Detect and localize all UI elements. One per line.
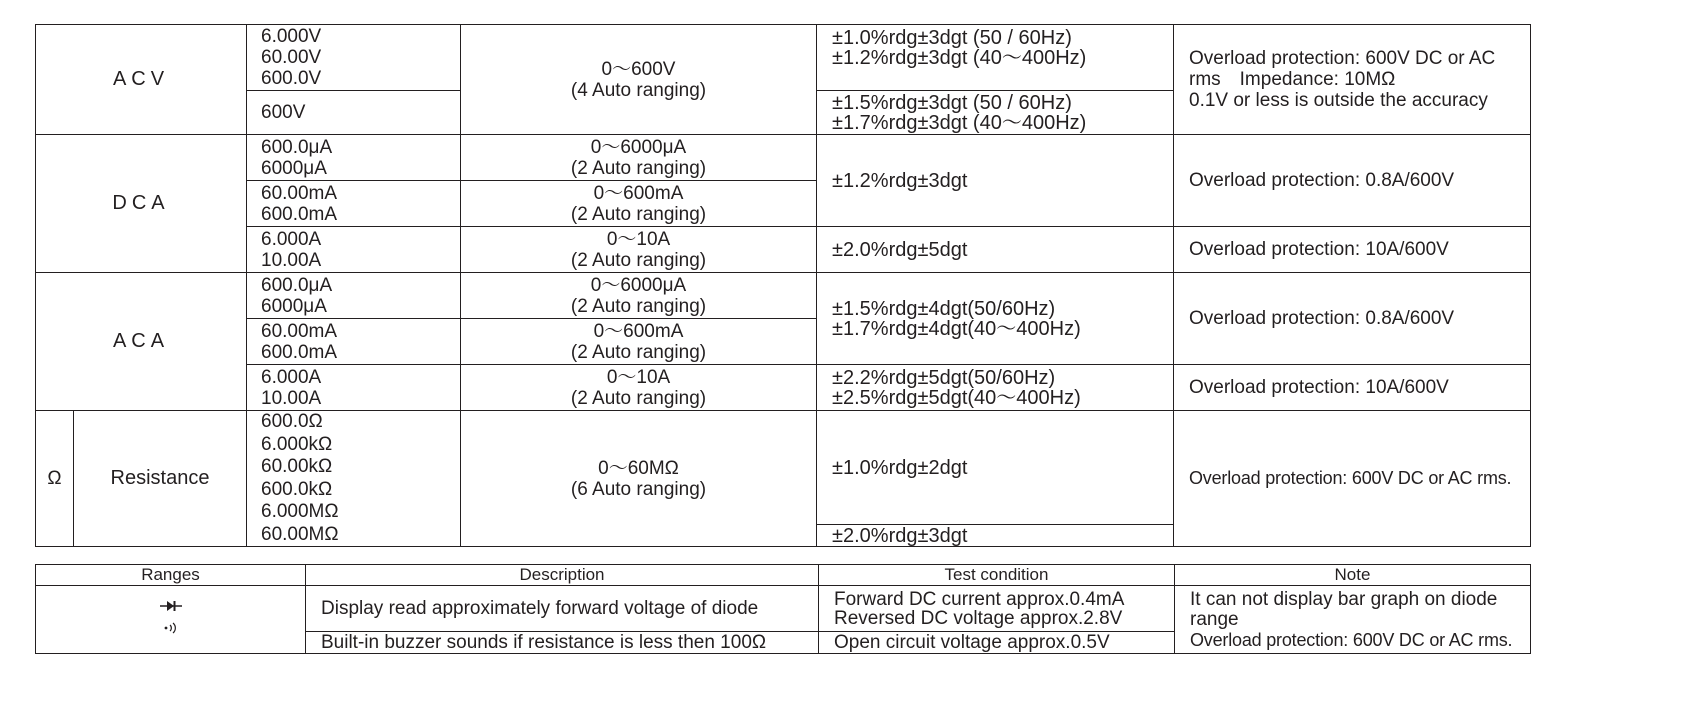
diode-icon: [160, 599, 182, 613]
dca-note-low: Overload protection: 0.8A/600V: [1174, 135, 1531, 227]
buzzer-description: Built-in buzzer sounds if resistance is less then 100Ω: [306, 632, 819, 654]
aca-range-600ma: 600.0mA: [261, 341, 338, 363]
aca-auto-ranging-ua: (2 Auto ranging): [570, 295, 707, 317]
aca-range-6000ua: 6000μA: [261, 295, 327, 317]
dca-range-60ma: 60.00mA: [261, 182, 338, 204]
aca-measurement-range-ua-value: 0～6000μA: [590, 274, 687, 296]
acv-accuracy-low: [817, 25, 1174, 91]
aca-range-cell-ua: [247, 273, 461, 319]
resistance-note-text: Overload protection: 600V DC or AC rms.: [1189, 468, 1512, 488]
aca-accuracy-low: [817, 273, 1174, 365]
resistance-range-cell: [247, 411, 461, 547]
dca-accuracy-low: ±1.2%rdg±3dgt: [817, 135, 1174, 227]
dca-range-600ma: 600.0mA: [261, 203, 338, 225]
aca-auto-ranging-a: (2 Auto ranging): [570, 387, 707, 409]
diode-test-forward: Forward DC current approx.0.4mA: [834, 588, 1125, 610]
buzzer-icon: [163, 621, 179, 635]
aca-range-6a: 6.000A: [261, 366, 322, 388]
header-test-condition: Test condition: [819, 565, 1175, 586]
acv-note: [1174, 25, 1531, 135]
ohm-symbol: Ω: [36, 411, 74, 547]
dca-range-cell-ua: [247, 135, 461, 181]
acv-accuracy-high: [817, 91, 1174, 135]
aca-range-60ma: 60.00mA: [261, 320, 338, 342]
resistance-accuracy-high: ±2.0%rdg±3dgt: [817, 525, 1174, 547]
header-ranges: Ranges: [36, 565, 306, 586]
resistance-range-6kohm: 6.000kΩ: [261, 433, 333, 455]
aca-note-high: Overload protection: 10A/600V: [1174, 365, 1531, 411]
aca-accuracy-high: [817, 365, 1174, 411]
dca-measurement-range-ma-value: 0～600mA: [593, 182, 684, 204]
dca-note-high: Overload protection: 10A/600V: [1174, 227, 1531, 273]
aca-accuracy-high-400hz: ±2.5%rdg±5dgt(40～400Hz): [832, 386, 1081, 409]
acv-accuracy-low-400hz: ±1.2%rdg±3dgt (40～400Hz): [832, 47, 1087, 69]
ranges-icons-cell: [36, 586, 306, 654]
aca-note-low: Overload protection: 0.8A/600V: [1174, 273, 1531, 365]
dca-accuracy-high: ±2.0%rdg±5dgt: [817, 227, 1174, 273]
dca-auto-ranging-a: (2 Auto ranging): [570, 249, 707, 271]
aca-accuracy-high-50hz: ±2.2%rdg±5dgt(50/60Hz): [832, 366, 1056, 389]
acv-range-600v-high: 600V: [247, 91, 461, 135]
resistance-accuracy-low: ±1.0%rdg±2dgt: [817, 411, 1174, 525]
aca-accuracy-low-50hz: ±1.5%rdg±4dgt(50/60Hz): [832, 297, 1056, 320]
resistance-range-60kohm: 60.00kΩ: [261, 456, 333, 477]
diode-note: [1175, 586, 1531, 654]
diode-note-overload: Overload protection: 600V DC or AC rms.: [1190, 629, 1513, 650]
diode-description: Display read approximately forward voltage of diode: [306, 586, 819, 632]
dca-auto-ranging-ma: (2 Auto ranging): [570, 203, 707, 225]
dca-measurement-range-ma: [461, 181, 817, 227]
spec-table: [35, 24, 1531, 547]
dca-measurement-range-a-value: 0～10A: [606, 228, 671, 250]
dca-range-cell-a: [247, 227, 461, 273]
aca-measurement-range-ma-value: 0～600mA: [593, 320, 684, 342]
acv-range-cell: [247, 25, 461, 91]
dca-range-cell-ma: [247, 181, 461, 227]
dca-function-label: DCA: [36, 135, 247, 273]
resistance-range-600kohm: 600.0kΩ: [261, 478, 333, 500]
dca-range-600ua: 600.0μA: [261, 136, 333, 158]
resistance-range-600ohm: 600.0Ω: [261, 411, 323, 432]
resistance-function-label: Resistance: [74, 411, 247, 547]
diode-test-condition: [819, 586, 1175, 632]
acv-range-60v: 60.00V: [261, 47, 322, 68]
resistance-note: [1174, 411, 1531, 547]
dca-measurement-range-ua: [461, 135, 817, 181]
diode-note-bar-graph: It can not display bar graph on diode range: [1190, 588, 1498, 630]
aca-accuracy-low-400hz: ±1.7%rdg±4dgt(40～400Hz): [832, 317, 1081, 340]
acv-accuracy-high-50hz: ±1.5%rdg±3dgt (50 / 60Hz): [832, 91, 1072, 114]
acv-accuracy-high-400hz: ±1.7%rdg±3dgt (40～400Hz): [832, 111, 1087, 134]
resistance-range-60mohm: 60.00MΩ: [261, 523, 339, 545]
buzzer-test-condition: Open circuit voltage approx.0.5V: [819, 632, 1175, 654]
acv-range-600v: 600.0V: [261, 68, 322, 89]
acv-accuracy-low-50hz: ±1.0%rdg±3dgt (50 / 60Hz): [832, 27, 1072, 49]
resistance-measurement-range: [461, 411, 817, 547]
dca-range-10a: 10.00A: [261, 249, 322, 271]
aca-range-cell-ma: [247, 319, 461, 365]
dca-auto-ranging-ua: (2 Auto ranging): [570, 157, 707, 179]
dca-range-6000ua: 6000μA: [261, 157, 327, 179]
aca-range-10a: 10.00A: [261, 387, 322, 409]
resistance-auto-ranging: (6 Auto ranging): [570, 478, 707, 500]
dca-measurement-range-a: [461, 227, 817, 273]
acv-measurement-range-value: 0～600V: [601, 58, 676, 80]
aca-measurement-range-a: [461, 365, 817, 411]
aca-auto-ranging-ma: (2 Auto ranging): [570, 341, 707, 363]
header-description: Description: [306, 565, 819, 586]
acv-measurement-range: [461, 25, 817, 135]
aca-range-cell-a: [247, 365, 461, 411]
acv-function-label: ACV: [36, 25, 247, 135]
acv-note-accuracy: 0.1V or less is outside the accuracy: [1189, 90, 1488, 111]
aca-measurement-range-ua: [461, 273, 817, 319]
acv-range-6v: 6.000V: [261, 26, 322, 47]
header-note: Note: [1175, 565, 1531, 586]
diode-test-reversed: Reversed DC voltage approx.2.8V: [834, 607, 1123, 629]
acv-note-overload: Overload protection: 600V DC or AC rms Impedance: 10MΩ: [1189, 48, 1496, 90]
aca-measurement-range-a-value: 0～10A: [606, 366, 671, 388]
acv-auto-ranging: (4 Auto ranging): [570, 79, 707, 101]
diode-continuity-table: [35, 564, 1531, 654]
aca-function-label: ACA: [36, 273, 247, 411]
resistance-measurement-range-value: 0～60MΩ: [598, 457, 679, 479]
dca-range-6a: 6.000A: [261, 228, 322, 250]
aca-measurement-range-ma: [461, 319, 817, 365]
dca-measurement-range-ua-value: 0～6000μA: [590, 136, 687, 158]
aca-range-600ua: 600.0μA: [261, 274, 333, 296]
resistance-range-6mohm: 6.000MΩ: [261, 501, 339, 522]
